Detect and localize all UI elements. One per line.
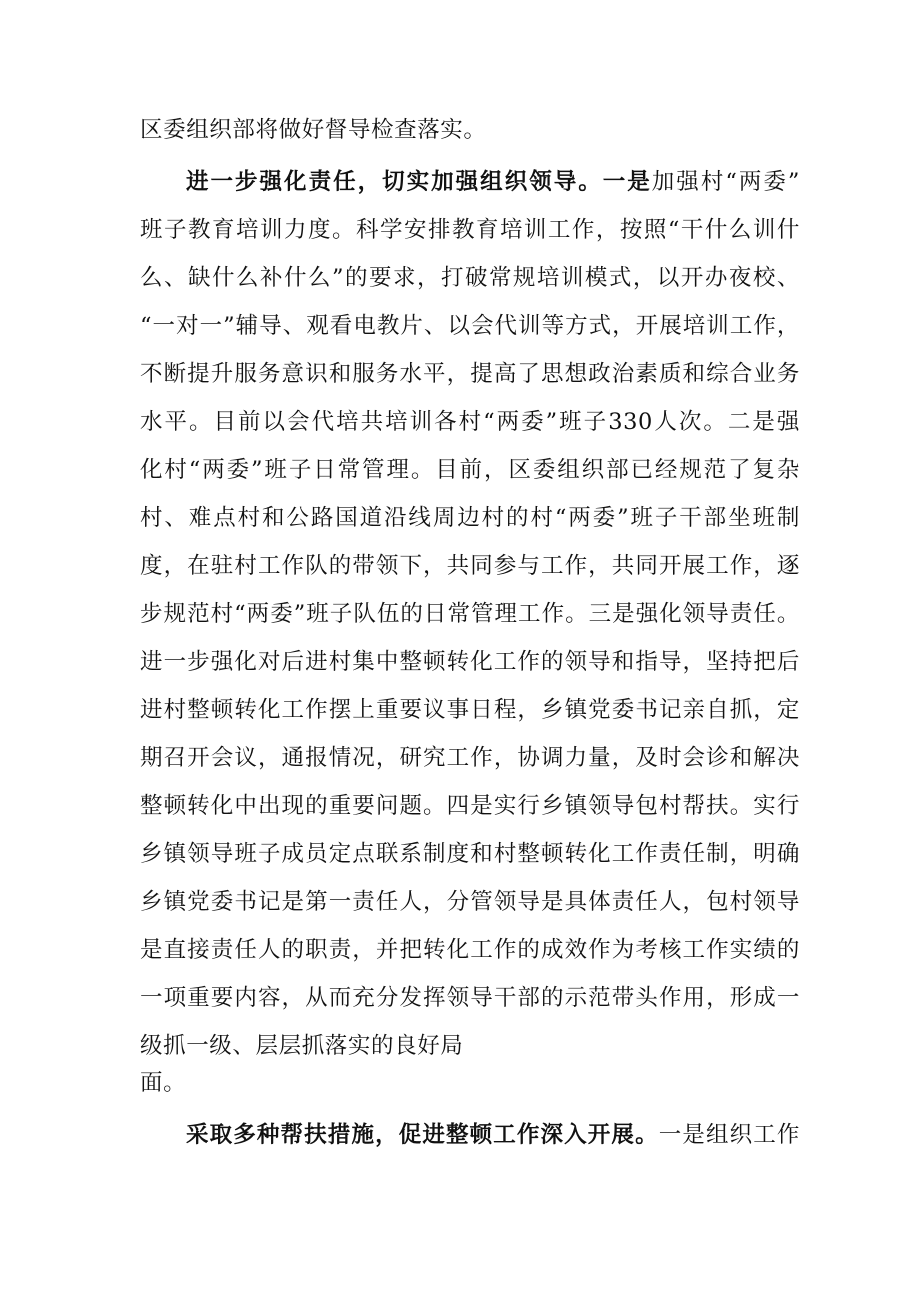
text-line-18: 是直接责任人的职责，并把转化工作的成效作为考核工作实绩的	[140, 937, 800, 963]
text-line-5: “一对一”辅导、观看电教片、以会代训等方式，开展培训工作，	[140, 313, 800, 339]
text-line-2-body: 加强村“两委”	[651, 169, 800, 195]
text-line-1: 区委组织部将做好督导检查落实。	[140, 117, 487, 143]
text-line-22	[186, 1120, 800, 1150]
text-line-21: 面。	[140, 1070, 187, 1096]
section-heading-2: 采取多种帮扶措施，促进整顿工作深入开展。	[186, 1122, 659, 1148]
text-line-15: 整顿转化中出现的重要问题。四是实行乡镇领导包村帮扶。实行	[140, 793, 800, 819]
text-line-8: 化村“两委”班子日常管理。目前，区委组织部已经规范了复杂	[140, 457, 800, 483]
text-line-4: 么、缺什么补什么”的要求，打破常规培训模式，以开办夜校、	[140, 265, 800, 291]
text-line-12: 进一步强化对后进村集中整顿转化工作的领导和指导，坚持把后	[140, 649, 800, 675]
text-line-14: 期召开会议，通报情况，研究工作，协调力量，及时会诊和解决	[140, 745, 800, 771]
text-line-2	[186, 167, 800, 197]
text-line-6: 不断提升服务意识和服务水平，提高了思想政治素质和综合业务	[140, 361, 800, 387]
text-line-3: 班子教育培训力度。科学安排教育培训工作，按照“干什么训什	[140, 217, 800, 243]
text-line-13: 进村整顿转化工作摆上重要议事日程，乡镇党委书记亲自抓，定	[140, 697, 800, 723]
text-line-20: 级抓一级、层层抓落实的良好局	[140, 1033, 464, 1059]
text-line-17: 乡镇党委书记是第一责任人，分管领导是具体责任人，包村领导	[140, 889, 800, 915]
text-line-22-body: 一是组织工作	[658, 1122, 800, 1148]
section-heading-1: 进一步强化责任，切实加强组织领导。一是	[186, 169, 652, 195]
text-line-7: 水平。目前以会代培共培训各村“两委”班子330人次。二是强	[140, 409, 800, 435]
text-line-9: 村、难点村和公路国道沿线周边村的村“两委”班子干部坐班制	[140, 505, 800, 531]
text-line-16: 乡镇领导班子成员定点联系制度和村整顿转化工作责任制，明确	[140, 841, 800, 867]
text-line-10: 度，在驻村工作队的带领下，共同参与工作，共同开展工作，逐	[140, 553, 800, 579]
text-line-19: 一项重要内容，从而充分发挥领导干部的示范带头作用，形成一	[140, 985, 800, 1011]
text-line-11: 步规范村“两委”班子队伍的日常管理工作。三是强化领导责任。	[140, 601, 800, 627]
